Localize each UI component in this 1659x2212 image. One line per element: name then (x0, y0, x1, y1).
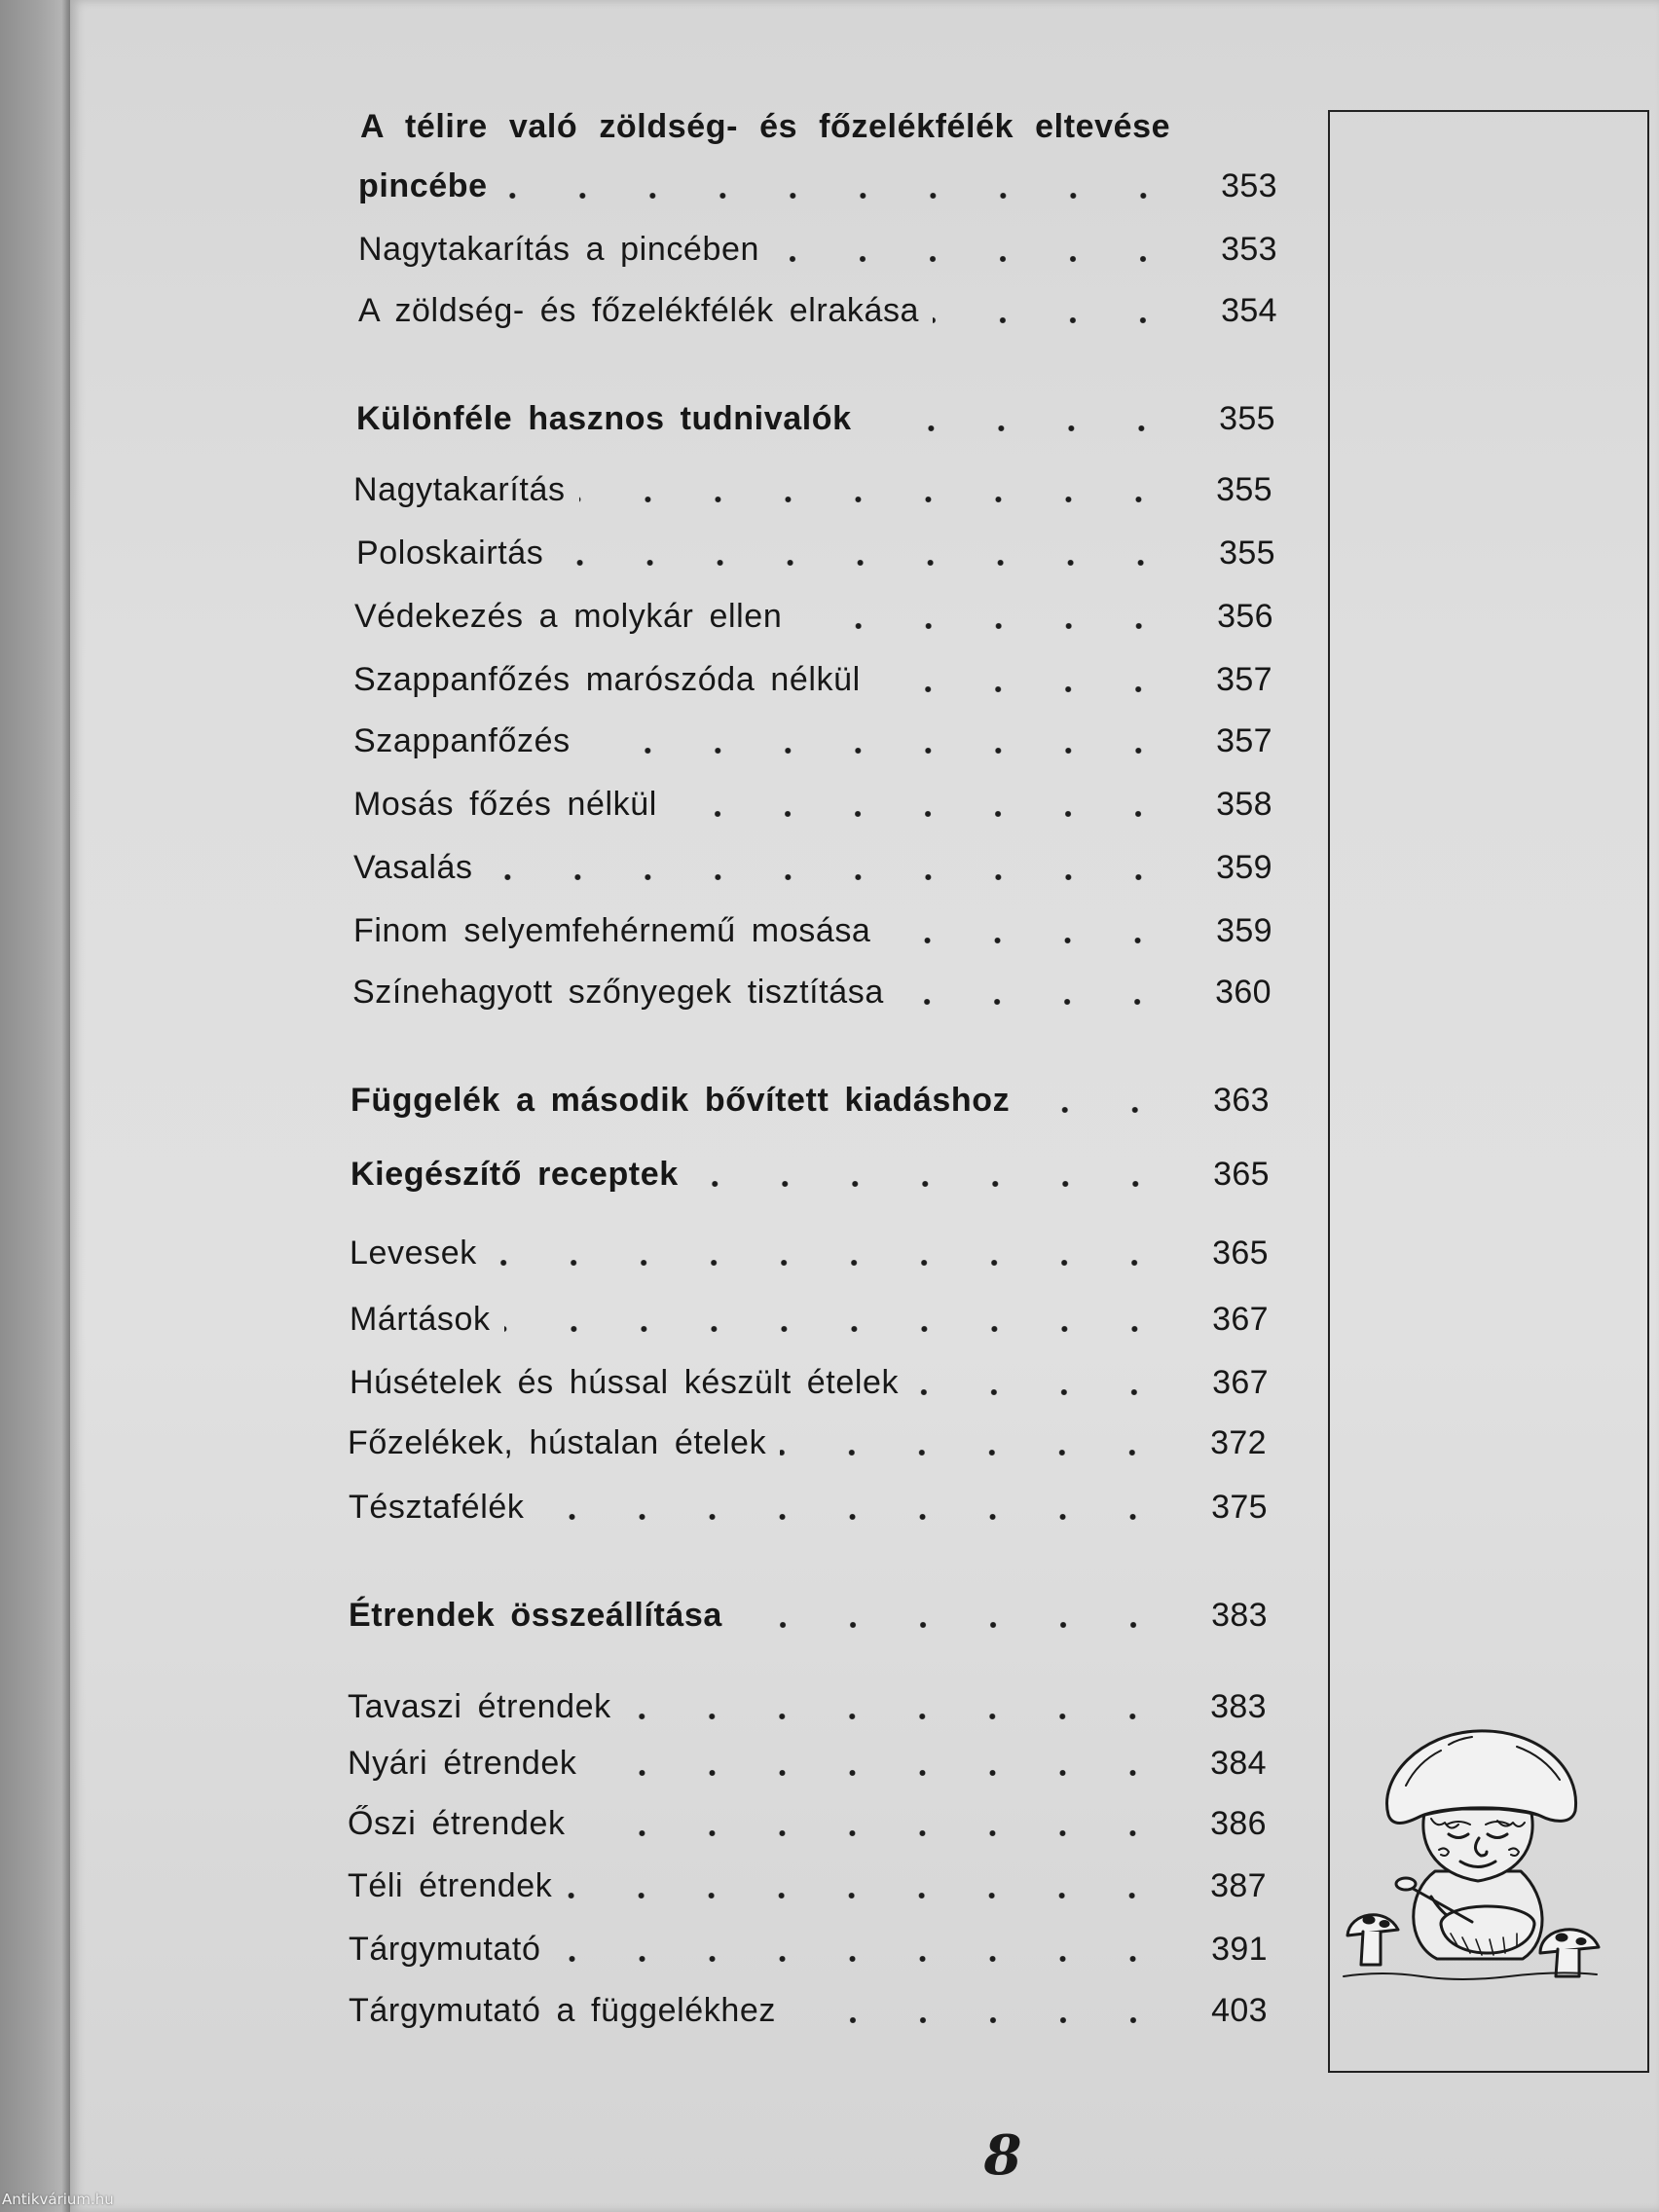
toc-entry-title: Húsételek és hússal készült ételek (350, 1364, 900, 1401)
toc-page-number: 365 (1213, 1156, 1270, 1193)
toc-section-heading (358, 162, 1277, 210)
toc-entry-title: Tárgymutató a függelékhez (349, 1992, 777, 2029)
toc-entry (348, 1862, 1267, 1910)
toc-page-number: 355 (1219, 535, 1275, 571)
dot-leader (790, 1986, 1178, 2035)
toc-page-number: 403 (1211, 1992, 1268, 2029)
dot-leader (579, 465, 1183, 514)
dot-leader (866, 394, 1186, 443)
toc-entry-title: Védekezés a molykár ellen (354, 598, 783, 635)
toc-entry (358, 286, 1277, 335)
toc-entry (353, 843, 1272, 892)
dot-leader (795, 592, 1184, 641)
toc-entry-title: Szappanfőzés (353, 722, 571, 759)
toc-page-number: 355 (1219, 400, 1275, 437)
toc-entry-title: Szappanfőzés marószóda nélkül (353, 661, 861, 698)
toc-entry-title: Téli étrendek (348, 1867, 553, 1904)
page-number: 8 (983, 2123, 1022, 2188)
toc-entry (350, 1229, 1269, 1277)
toc-page-number: 383 (1211, 1597, 1268, 1634)
mushroom-spot (1577, 1939, 1585, 1944)
dot-leader (491, 1229, 1179, 1277)
toc-entry-title: Finom selyemfehérnemű mosása (353, 912, 871, 949)
toc-page-number: 353 (1221, 231, 1277, 268)
dot-leader (898, 968, 1182, 1016)
toc-entry (349, 1483, 1268, 1531)
toc-entry-title: Tésztafélék (349, 1489, 525, 1526)
toc-entry-title: Főzelékek, hústalan ételek (348, 1424, 767, 1461)
toc-entry-title: Tárgymutató (349, 1931, 541, 1968)
toc-section-heading (349, 1591, 1268, 1640)
toc-entry (353, 717, 1272, 765)
toc-entry-title: Színehagyott szőnyegek tisztítása (352, 974, 884, 1011)
toc-page-number: 391 (1211, 1931, 1268, 1968)
toc-section-heading (356, 394, 1275, 443)
toc-section-heading (350, 1076, 1270, 1124)
toc-page-number: 372 (1210, 1424, 1267, 1461)
toc-heading-title: Étrendek összeállítása (349, 1597, 722, 1634)
dot-leader (504, 1295, 1179, 1344)
dot-leader (874, 655, 1183, 704)
toc-page-number: 367 (1212, 1301, 1269, 1338)
toc-entry-title: Nagytakarítás (353, 471, 566, 508)
toc-heading-title: Kiegészítő receptek (350, 1156, 679, 1193)
dot-leader (584, 717, 1183, 765)
scan-background-edge (0, 0, 70, 2212)
dot-leader (933, 286, 1188, 335)
toc-entry-title: Vasalás (353, 849, 473, 886)
toc-entry-title: Poloskairtás (356, 535, 544, 571)
toc-entry (354, 592, 1273, 641)
toc-page-number: 384 (1210, 1745, 1267, 1782)
dot-leader (736, 1591, 1178, 1640)
toc-entry (350, 1295, 1269, 1344)
toc-entry (349, 1986, 1268, 2035)
toc-page-number: 359 (1216, 849, 1272, 886)
dot-leader (671, 780, 1183, 829)
toc-entry-title: Nyári étrendek (348, 1745, 577, 1782)
toc-heading-title: A télire való zöldség- és főzelékfélék eltevése (360, 108, 1171, 145)
toc-entry (358, 225, 1277, 274)
toc-section-heading (360, 102, 1279, 151)
toc-page-number: 360 (1215, 974, 1272, 1011)
toc-page-number: 365 (1212, 1235, 1269, 1272)
spoon-bowl (1396, 1878, 1416, 1890)
toc-page-number: 387 (1210, 1867, 1267, 1904)
small-mushroom-stem-left (1361, 1932, 1381, 1965)
dot-leader (625, 1682, 1177, 1731)
toc-entry-title: Levesek (350, 1235, 477, 1272)
dot-leader (884, 906, 1183, 955)
dot-leader (487, 843, 1183, 892)
toc-entry-title: Őszi étrendek (348, 1805, 566, 1842)
toc-heading-title: pincébe (358, 167, 488, 204)
toc-page-number: 359 (1216, 912, 1272, 949)
dot-leader (537, 1483, 1178, 1531)
toc-entry (353, 655, 1272, 704)
toc-page-number: 356 (1217, 598, 1273, 635)
toc-heading-title: Különféle hasznos tudnivalók (356, 400, 852, 437)
dot-leader (501, 162, 1188, 210)
toc-entry (353, 780, 1272, 829)
dot-leader (554, 1925, 1178, 1973)
toc-page-number: 358 (1216, 786, 1272, 823)
toc-page-number: 357 (1216, 722, 1272, 759)
toc-page-number: 383 (1210, 1688, 1267, 1725)
mushroom-spot (1364, 1917, 1374, 1923)
toc-entry (356, 529, 1275, 577)
dot-leader (557, 529, 1186, 577)
toc-page-number: 375 (1211, 1489, 1268, 1526)
watermark: Antikvárium.hu (2, 2191, 114, 2208)
toc-entry (353, 465, 1272, 514)
toc-page-number: 354 (1221, 292, 1277, 329)
dot-leader (780, 1419, 1177, 1467)
toc-page-number: 363 (1213, 1082, 1270, 1119)
toc-entry-title: Tavaszi étrendek (348, 1688, 611, 1725)
toc-entry (353, 906, 1272, 955)
toc-section-heading (350, 1150, 1270, 1198)
toc-page-number: 357 (1216, 661, 1272, 698)
toc-entry-title: Mosás főzés nélkül (353, 786, 657, 823)
dot-leader (912, 1358, 1179, 1407)
toc-entry (348, 1799, 1267, 1848)
dot-leader (579, 1799, 1177, 1848)
toc-page-number: 355 (1216, 471, 1272, 508)
toc-heading-title: Függelék a második bővített kiadáshoz (350, 1082, 1011, 1119)
toc-entry-title: Mártások (350, 1301, 491, 1338)
toc-page-number: 353 (1221, 167, 1277, 204)
toc-entry-title: A zöldség- és főzelékfélék elrakása (358, 292, 920, 329)
toc-entry (348, 1419, 1267, 1467)
dot-leader (773, 225, 1188, 274)
dot-leader (591, 1739, 1178, 1788)
toc-page-number: 386 (1210, 1805, 1267, 1842)
mushroom-spot (1557, 1935, 1567, 1940)
toc-entry (352, 968, 1272, 1016)
mushroom-spot (1381, 1922, 1388, 1927)
toc-entry (348, 1682, 1267, 1731)
mushroom-gnome-illustration (1342, 1725, 1604, 1988)
toc-entry (349, 1925, 1268, 1973)
dot-leader (1023, 1076, 1180, 1124)
toc-entry-title: Nagytakarítás a pincében (358, 231, 759, 268)
toc-entry (350, 1358, 1269, 1407)
toc-entry (348, 1739, 1267, 1788)
dot-leader (566, 1862, 1177, 1910)
toc-page-number: 367 (1212, 1364, 1269, 1401)
dot-leader (692, 1150, 1180, 1198)
